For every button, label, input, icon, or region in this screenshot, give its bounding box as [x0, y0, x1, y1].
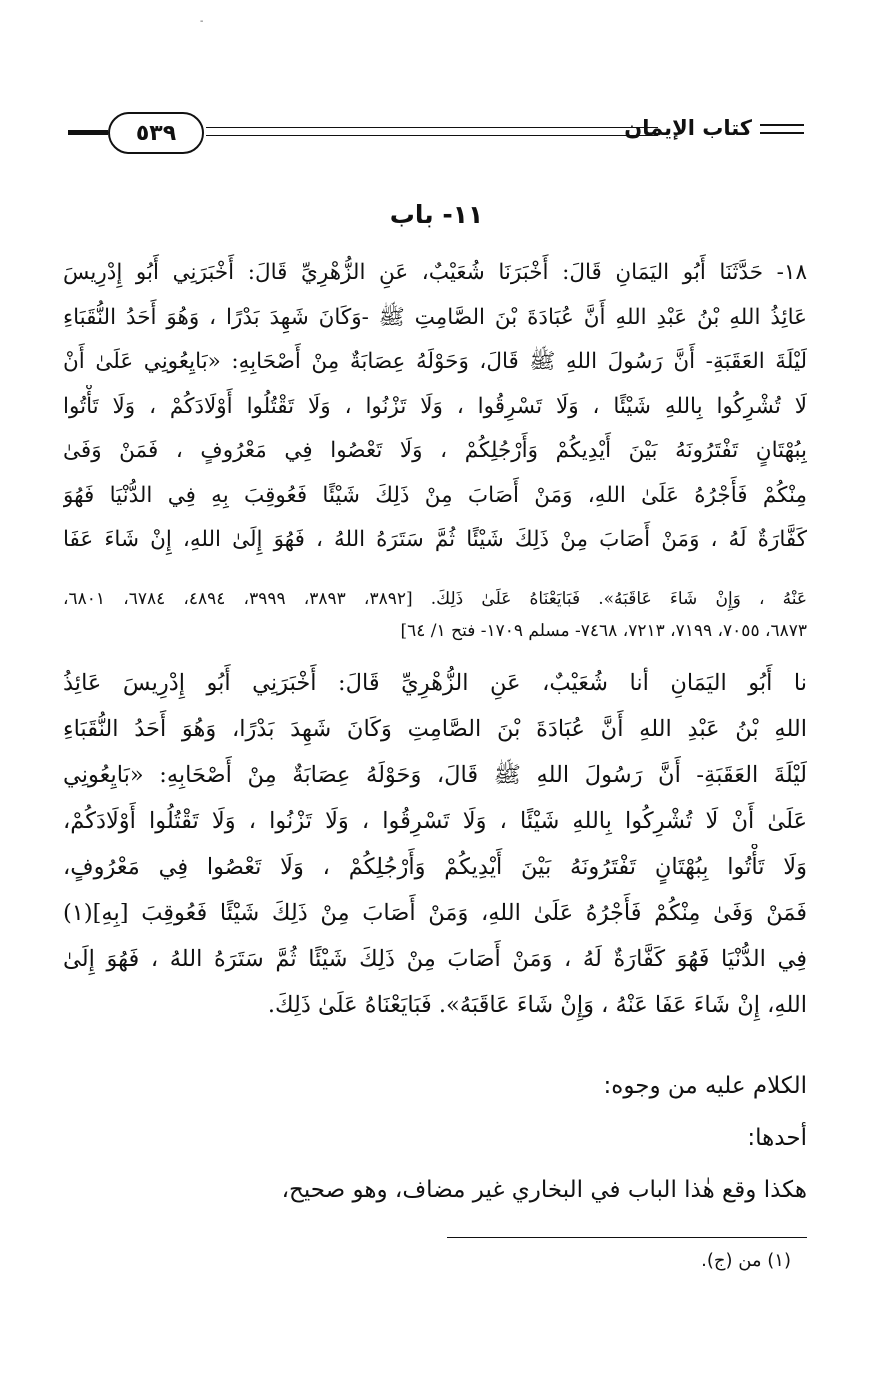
hadith-line: مِنْكُمْ فَأَجْرُهُ عَلَىٰ اللهِ، وَمَنْ أَصَابَ مِنْ ذَلِكَ شَيْئًا فَعُوقِبَ بِهِ فِي الدُّنْيَا فَهُوَ [63, 482, 807, 508]
narration-line: لَيْلَةَ العَقَبَةِ- أَنَّ رَسُولَ اللهِ ﷺ قَالَ، وَحَوْلَهُ عِصَابَةٌ مِنْ أَصْحَابِهِ: «بَايِعُونِي [63, 762, 807, 788]
hadith-line: لَا تُشْرِكُوا بِاللهِ شَيْئًا ، وَلَا تَسْرِقُوا ، وَلَا تَزْنُوا ، وَلَا تَقْتُلُوا أَوْلَادَكُمْ ، وَلَا تَأْتُوا [63, 393, 807, 419]
header-rule-top [206, 127, 658, 128]
commentary [63, 1060, 807, 1216]
header-rule-bottom [206, 135, 658, 136]
header-heavy-rule [68, 130, 108, 135]
narration-line: فِي الدُّنْيَا فَهُوَ كَفَّارَةٌ لَهُ ، وَمَنْ أَصَابَ مِنْ ذَلِكَ شَيْئًا ثُمَّ سَتَرَهُ اللهُ ، فَهُوَ إِلَىٰ [63, 946, 807, 972]
references-line: ٦٨٧٣، ٧٠٥٥، ٧١٩٩، ٧٢١٣، ٧٤٦٨- مسلم ١٧٠٩- فتح ١/ ٦٤] [400, 621, 807, 641]
hadith-line: لَيْلَةَ العَقَبَةِ- أَنَّ رَسُولَ اللهِ ﷺ قَالَ، وَحَوْلَهُ عِصَابَةٌ مِنْ أَصْحَابِهِ: «بَايِعُونِي عَلَىٰ أَنْ [63, 349, 807, 374]
hadith-end-line: عَنْهُ ، وَإِنْ شَاءَ عَاقَبَهُ». فَبَايَعْنَاهُ عَلَىٰ ذَلِكَ. [٣٨٩٢، ٣٨٩٣، ٣٩٩٩، ٤٨٩٤، ٦٧٨٤، ٦٨٠١، [63, 589, 807, 609]
narration-end-line: اللهِ، إِنْ شَاءَ عَفَا عَنْهُ ، وَإِنْ شَاءَ عَاقَبَهُ». فَبَايَعْنَاهُ عَلَىٰ ذَلِكَ. [267, 992, 807, 1018]
narration-line: عَلَىٰ أَنْ لَا تُشْرِكُوا بِاللهِ شَيْئًا ، وَلَا تَسْرِقُوا ، وَلَا تَزْنُوا ، وَلَا تَقْتُلُوا أَوْلَادَكُمْ، [63, 808, 807, 834]
hadith-references [63, 583, 807, 647]
commentary-heading: أحدها: [747, 1125, 807, 1151]
header-dash-bottom [760, 132, 804, 134]
narration-line: نا أَبُو اليَمَانِ أنا شُعَيْبٌ، عَنِ الزُّهْرِيِّ قَالَ: أَخْبَرَنِي أَبُو إِدْرِيسَ عَائِذُ [63, 670, 807, 696]
footnote: (١) من (ج). [701, 1250, 791, 1271]
page-header [68, 108, 804, 156]
hadith-line: بِبُهْتَانٍ تَفْتَرُونَهُ بَيْنَ أَيْدِيكُمْ وَأَرْجُلِكُمْ ، وَلَا تَعْصُوا فِي مَعْرُوفٍ ، فَمَنْ وَفَىٰ [63, 438, 807, 463]
footnote-separator [447, 1237, 807, 1238]
commentary-intro: الكلام عليه من وجوه: [603, 1073, 807, 1099]
hadith-line: عَائِذُ اللهِ بْنُ عَبْدِ اللهِ أَنَّ عُبَادَةَ بْنَ الصَّامِتِ ﷺ -وَكَانَ شَهِدَ بَدْرًا ، وَهُوَ أَحَدُ النُّقَبَاءِ [63, 304, 807, 330]
hadith-text [63, 251, 807, 563]
hadith-line: كَفَّارَةٌ لَهُ ، وَمَنْ أَصَابَ مِنْ ذَلِكَ شَيْئًا ثُمَّ سَتَرَهُ اللهُ ، فَهُوَ إِلَىٰ اللهِ، إِنْ شَاءَ عَفَا [63, 527, 807, 552]
scan-mark: ‐ [200, 16, 204, 27]
header-dash-top [760, 124, 804, 126]
running-title: كتاب الإيمان [624, 116, 752, 140]
second-narration [63, 660, 807, 1028]
narration-line: فَمَنْ وَفَىٰ مِنْكُمْ فَأَجْرُهُ عَلَىٰ اللهِ، وَمَنْ أَصَابَ مِنْ ذَلِكَ شَيْئًا فَعُوقِبَ [بِهِ](١) [63, 900, 807, 926]
narration-line: وَلَا تَأْتُوا بِبُهْتَانٍ تَفْتَرُونَهُ بَيْنَ أَيْدِيكُمْ وَأَرْجُلِكُمْ ، وَلَا تَعْصُوا فِي مَعْرُوفٍ، [63, 854, 807, 880]
page-number-text: ٥٣٩ [135, 120, 177, 146]
hadith-line: ١٨- حَدَّثَنَا أَبُو اليَمَانِ قَالَ: أَخْبَرَنَا شُعَيْبٌ، عَنِ الزُّهْرِيِّ قَالَ: أَخْبَرَنِي أَبُو إِدْرِيسَ [63, 260, 807, 285]
narration-line: اللهِ بْنُ عَبْدِ اللهِ أَنَّ عُبَادَةَ بْنَ الصَّامِتِ وَكَانَ شَهِدَ بَدْرًا، وَهُوَ أَحَدُ النُّقَبَاءِ [63, 716, 807, 742]
page-number [108, 112, 204, 154]
commentary-text: هكذا وقع هٰذا الباب في البخاري غير مضاف، وهو صحيح، [281, 1177, 807, 1203]
section-title: ١١- باب [389, 200, 484, 229]
